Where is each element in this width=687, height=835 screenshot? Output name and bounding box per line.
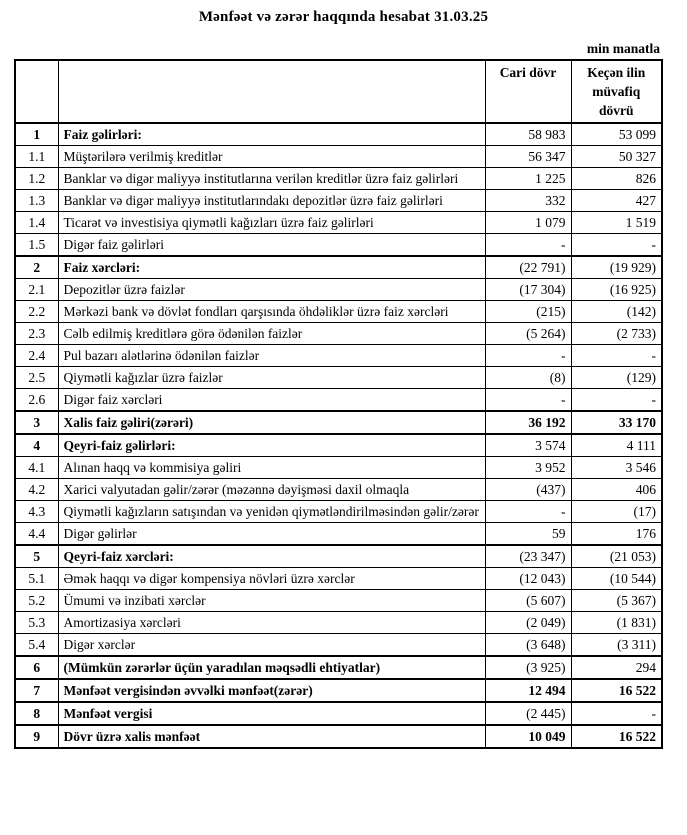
- row-current-value: (12 043): [485, 568, 571, 590]
- table-row: [15, 590, 662, 612]
- table-row: [15, 190, 662, 212]
- row-number: 5: [15, 545, 58, 568]
- row-number: 6: [15, 656, 58, 679]
- row-current-value: 10 049: [485, 725, 571, 748]
- row-number: 4.2: [15, 479, 58, 501]
- row-current-value: 332: [485, 190, 571, 212]
- row-previous-value: (142): [571, 301, 662, 323]
- row-current-value: 12 494: [485, 679, 571, 702]
- row-current-value: -: [485, 345, 571, 367]
- row-previous-value: (19 929): [571, 256, 662, 279]
- row-current-value: (8): [485, 367, 571, 389]
- row-current-value: 1 079: [485, 212, 571, 234]
- row-previous-value: (21 053): [571, 545, 662, 568]
- table-row: [15, 434, 662, 457]
- row-previous-value: 176: [571, 523, 662, 546]
- table-row: [15, 411, 662, 434]
- row-previous-value: 1 519: [571, 212, 662, 234]
- row-number: 5.3: [15, 612, 58, 634]
- row-current-value: 58 983: [485, 123, 571, 146]
- row-number: 2.2: [15, 301, 58, 323]
- table-row: [15, 656, 662, 679]
- table-row: [15, 479, 662, 501]
- row-number: 2.4: [15, 345, 58, 367]
- table-row: [15, 634, 662, 657]
- row-current-value: (17 304): [485, 279, 571, 301]
- table-row: [15, 725, 662, 748]
- row-label: Dövr üzrə xalis mənfəət: [58, 725, 485, 748]
- row-label: Digər gəlirlər: [58, 523, 485, 546]
- row-label: Banklar və digər maliyyə institutlarındakı depozitlər üzrə faiz gəlirləri: [58, 190, 485, 212]
- row-current-value: (5 607): [485, 590, 571, 612]
- row-current-value: 36 192: [485, 411, 571, 434]
- row-previous-value: (1 831): [571, 612, 662, 634]
- table-row: [15, 279, 662, 301]
- row-current-value: 1 225: [485, 168, 571, 190]
- row-number: 4.1: [15, 457, 58, 479]
- row-label: Digər faiz xərcləri: [58, 389, 485, 412]
- header-num: [15, 60, 58, 123]
- row-number: 9: [15, 725, 58, 748]
- row-number: 1.3: [15, 190, 58, 212]
- row-number: 7: [15, 679, 58, 702]
- table-header-row: [15, 60, 662, 123]
- page-title: Mənfəət və zərər haqqında hesabat 31.03.25: [198, 9, 489, 25]
- row-previous-value: (129): [571, 367, 662, 389]
- row-label: Banklar və digər maliyyə institutlarına verilən kreditlər üzrə faiz gəlirləri: [58, 168, 485, 190]
- row-number: 2.1: [15, 279, 58, 301]
- row-label: Ticarət və investisiya qiymətli kağızları üzrə faiz gəlirləri: [58, 212, 485, 234]
- row-current-value: (3 648): [485, 634, 571, 657]
- row-previous-value: -: [571, 389, 662, 412]
- table-row: [15, 256, 662, 279]
- row-label: Xarici valyutadan gəlir/zərər (məzənnə dəyişməsi daxil olmaqla: [58, 479, 485, 501]
- table-row: [15, 212, 662, 234]
- row-number: 3: [15, 411, 58, 434]
- row-label: Əmək haqqı və digər kompensiya növləri üzrə xərclər: [58, 568, 485, 590]
- row-previous-value: 33 170: [571, 411, 662, 434]
- report-table-body: [15, 123, 662, 748]
- table-header: [15, 60, 662, 123]
- row-current-value: (5 264): [485, 323, 571, 345]
- table-row: [15, 301, 662, 323]
- table-row: [15, 523, 662, 546]
- header-label: [58, 60, 485, 123]
- row-number: 8: [15, 702, 58, 725]
- row-number: 5.2: [15, 590, 58, 612]
- table-row: [15, 323, 662, 345]
- row-previous-value: (17): [571, 501, 662, 523]
- table-row: [15, 545, 662, 568]
- row-label: Qiymətli kağızlar üzrə faizlər: [58, 367, 485, 389]
- row-label: Digər faiz gəlirləri: [58, 234, 485, 257]
- row-label: Müştərilərə verilmiş kreditlər: [58, 146, 485, 168]
- table-row: [15, 389, 662, 412]
- row-previous-value: 406: [571, 479, 662, 501]
- row-number: 4: [15, 434, 58, 457]
- row-current-value: (215): [485, 301, 571, 323]
- table-row: [15, 146, 662, 168]
- row-number: 4.4: [15, 523, 58, 546]
- row-current-value: -: [485, 389, 571, 412]
- row-previous-value: 427: [571, 190, 662, 212]
- row-label: Mənfəət vergisi: [58, 702, 485, 725]
- row-label: Alınan haqq və kommisiya gəliri: [58, 457, 485, 479]
- report-content: [14, 41, 661, 749]
- table-row: [15, 345, 662, 367]
- row-current-value: 59: [485, 523, 571, 546]
- row-number: 1.5: [15, 234, 58, 257]
- row-number: 4.3: [15, 501, 58, 523]
- row-current-value: (22 791): [485, 256, 571, 279]
- table-row: [15, 367, 662, 389]
- row-previous-value: (5 367): [571, 590, 662, 612]
- row-label: Qeyri-faiz xərcləri:: [58, 545, 485, 568]
- unit-note: min manatla: [586, 41, 660, 56]
- row-previous-value: 3 546: [571, 457, 662, 479]
- row-previous-value: (2 733): [571, 323, 662, 345]
- row-number: 1.1: [15, 146, 58, 168]
- row-label: Faiz gəlirləri:: [58, 123, 485, 146]
- row-current-value: 3 574: [485, 434, 571, 457]
- table-row: [15, 234, 662, 257]
- row-number: 1: [15, 123, 58, 146]
- table-row: [15, 457, 662, 479]
- income-statement-table: [14, 59, 663, 749]
- row-label: Pul bazarı alətlərinə ödənilən faizlər: [58, 345, 485, 367]
- row-current-value: (437): [485, 479, 571, 501]
- row-previous-value: (10 544): [571, 568, 662, 590]
- row-previous-value: -: [571, 234, 662, 257]
- row-previous-value: 826: [571, 168, 662, 190]
- row-number: 2.5: [15, 367, 58, 389]
- row-label: Amortizasiya xərcləri: [58, 612, 485, 634]
- row-previous-value: (16 925): [571, 279, 662, 301]
- row-label: Ümumi və inzibati xərclər: [58, 590, 485, 612]
- row-current-value: 56 347: [485, 146, 571, 168]
- row-current-value: (2 445): [485, 702, 571, 725]
- row-current-value: (23 347): [485, 545, 571, 568]
- row-label: Mərkəzi bank və dövlət fondları qarşısında öhdəliklər üzrə faiz xərcləri: [58, 301, 485, 323]
- row-label: Faiz xərcləri:: [58, 256, 485, 279]
- row-previous-value: -: [571, 702, 662, 725]
- row-number: 5.4: [15, 634, 58, 657]
- table-row: [15, 702, 662, 725]
- row-previous-value: 4 111: [571, 434, 662, 457]
- row-label: Xalis faiz gəliri(zərəri): [58, 411, 485, 434]
- header-previous-period: Keçən ilin müvafiq dövrü: [571, 60, 662, 123]
- table-row: [15, 501, 662, 523]
- row-number: 1.2: [15, 168, 58, 190]
- row-number: 2.3: [15, 323, 58, 345]
- table-row: [15, 123, 662, 146]
- row-label: Digər xərclər: [58, 634, 485, 657]
- row-previous-value: 53 099: [571, 123, 662, 146]
- row-current-value: (2 049): [485, 612, 571, 634]
- table-row: [15, 568, 662, 590]
- row-current-value: -: [485, 234, 571, 257]
- row-label: Qiymətli kağızların satışından və yenidən qiymətləndirilməsindən gəlir/zərər: [58, 501, 485, 523]
- row-label: Mənfəət vergisindən əvvəlki mənfəət(zərər): [58, 679, 485, 702]
- row-previous-value: 294: [571, 656, 662, 679]
- row-previous-value: 16 522: [571, 725, 662, 748]
- row-label: (Mümkün zərərlər üçün yaradılan məqsədli ehtiyatlar): [58, 656, 485, 679]
- header-current-period: Cari dövr: [485, 60, 571, 123]
- table-row: [15, 168, 662, 190]
- row-number: 1.4: [15, 212, 58, 234]
- row-current-value: (3 925): [485, 656, 571, 679]
- row-previous-value: 50 327: [571, 146, 662, 168]
- table-row: [15, 612, 662, 634]
- row-number: 5.1: [15, 568, 58, 590]
- row-previous-value: 16 522: [571, 679, 662, 702]
- table-row: [15, 679, 662, 702]
- row-number: 2: [15, 256, 58, 279]
- row-previous-value: -: [571, 345, 662, 367]
- row-current-value: 3 952: [485, 457, 571, 479]
- row-label: Depozitlər üzrə faizlər: [58, 279, 485, 301]
- row-label: Cəlb edilmiş kreditlərə görə ödənilən faizlər: [58, 323, 485, 345]
- row-number: 2.6: [15, 389, 58, 412]
- row-current-value: -: [485, 501, 571, 523]
- row-label: Qeyri-faiz gəlirləri:: [58, 434, 485, 457]
- row-previous-value: (3 311): [571, 634, 662, 657]
